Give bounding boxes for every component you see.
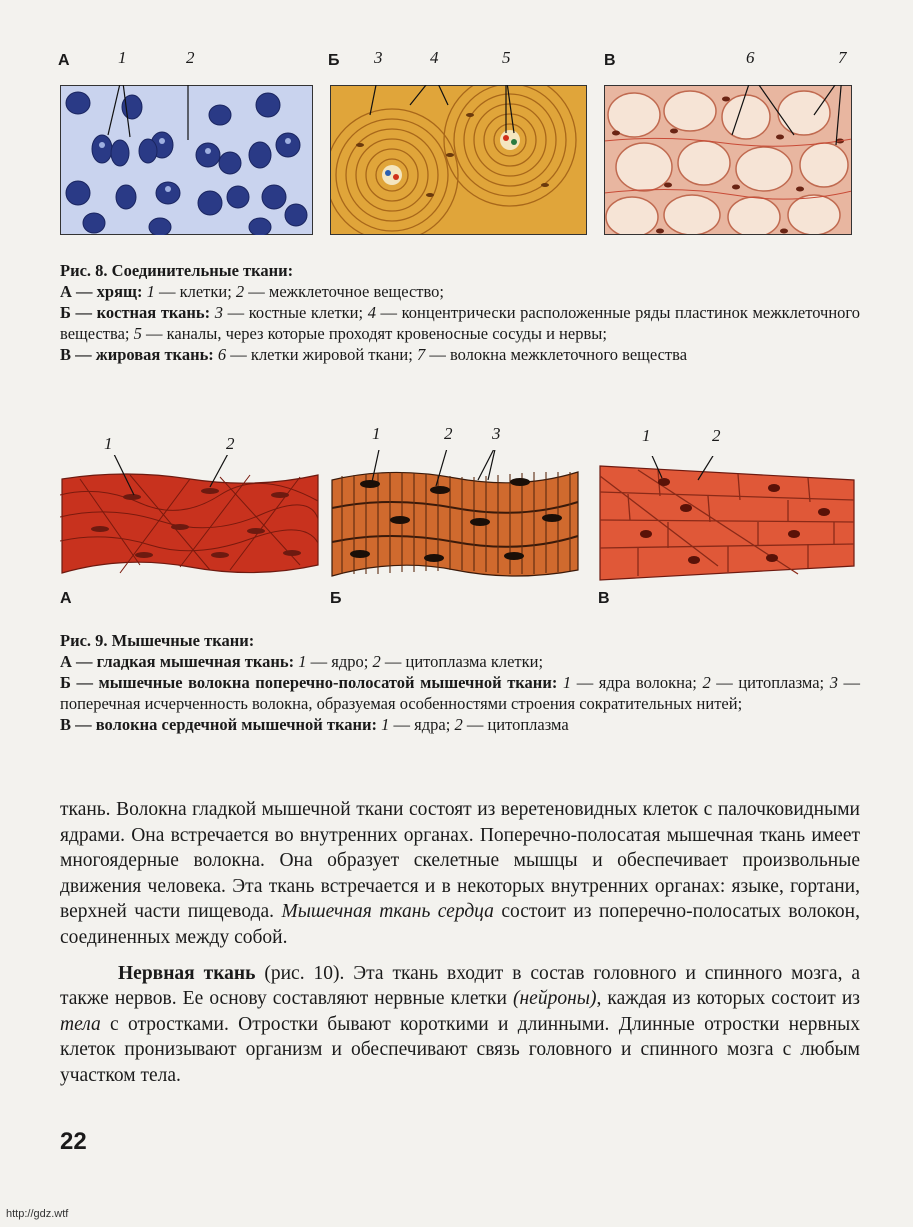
paragraph-nervous-italic-2: тела [60,1013,101,1035]
fig9-caption-b-num3: 3 [829,673,838,692]
fig8-caption-b-text1: — костные клетки; [223,303,368,322]
fig8-caption-b-num3: 3 [214,303,224,322]
fig9-caption-c-text2: — цитоплазма [462,715,569,734]
fig8-caption-c-num7: 7 [416,345,426,364]
fig9-panel-b-letter: Б [330,590,342,607]
striated-muscle-illustration [330,450,580,585]
bone-illustration [330,85,587,235]
fig8-panel-a-letter: А [58,52,70,69]
fig8-label-6: 6 [746,48,755,67]
fig9-caption-b-head: Б — мышечные волокна поперечно-полосатой мышечной ткани: [60,673,558,692]
paragraph-nervous-text-3: с отростками. Отростки бывают короткими и длинными. Длинные отростки нервных клеток пронизывают организм и обеспечивают связь головного и спинного мозга с любым участком тела. [60,1013,860,1086]
fig9-caption-a-num2: 2 [372,652,381,671]
fig8-label-3: 3 [374,48,383,67]
fig8-caption-title: Рис. 8. Соединительные ткани: [60,261,294,280]
fig9-caption-c-num1: 1 [381,715,390,734]
fig8-label-2: 2 [186,48,195,67]
fig8-label-1: 1 [118,48,127,67]
fig9-caption-c-head: В — волокна сердечной мышечной ткани: [60,715,378,734]
fig9-caption-a-head: А — гладкая мышечная ткань: [60,652,295,671]
fig8-panel-c-letter: В [604,52,616,69]
fig8-caption-a-num1: 1 [146,282,155,301]
fat-tissue-illustration [604,85,852,235]
page-number: 22 [60,1128,87,1155]
fig9a-label-1: 1 [104,434,113,453]
fig9-panel-c-letter: В [598,590,610,607]
body-text [60,797,860,1089]
paragraph-nervous-text-2: , каждая из которых состоит из [596,988,860,1010]
fig8-caption [60,260,860,365]
fig8-label-7: 7 [838,48,847,67]
fig8-label-4: 4 [430,48,439,67]
paragraph-nervous-term: Нервная ткань [118,962,256,984]
fig9b-label-2: 2 [444,424,453,443]
fig9-caption-b-num2: 2 [702,673,711,692]
fig9-caption-a-text1: — ядро; [306,652,373,671]
fig9c-label-1: 1 [642,426,651,445]
fig8-panel-b-letter: Б [328,52,340,69]
fig8-caption-c-num6: 6 [217,345,227,364]
cardiac-muscle-illustration [598,456,856,586]
fig9-caption-title: Рис. 9. Мышечные ткани: [60,631,255,650]
fig9-caption-b-text3: — поперечная исчерченность волокна, образуемая особенностями строения сократительных нитей; [60,673,861,713]
fig9b-label-3: 3 [492,424,501,443]
paragraph-nervous-text-1: (рис. 10). Эта ткань входит в состав головного и спинного мозга, а также нервов. Ее основу составляют нервные клетки [60,962,860,1010]
fig9-caption-b-text1: — ядра волокна; [571,673,703,692]
fig9-panel-a-letter: А [60,590,72,607]
fig8-caption-a-head: А — хрящ: [60,282,143,301]
paragraph-muscle [60,797,860,951]
paragraph-nervous-italic-1: (нейроны) [513,988,597,1010]
fig8-caption-a-text2: — межклеточное вещество; [244,282,445,301]
fig9-caption-b-num1: 1 [562,673,572,692]
fig8-caption-b-head: Б — костная ткань: [60,303,211,322]
fig9a-label-2: 2 [226,434,235,453]
fig8-caption-a-num2: 2 [235,282,245,301]
paragraph-muscle-text-1: ткань. Волокна гладкой мышечной ткани состоят из веретеновидных клеток с палочковидными ядрами. Она встречается во внутренних органах. Поперечно-полосатая мышечная ткань имеет многоядерные волокна. Она образует скелетные мышцы и обеспечивает произвольные движения человека. Эта ткань встречается и в некоторых внутренних органах: языке, гортани, верхней части пищевода. [60,799,860,923]
fig8-caption-b-text2: — концентрически расположенные ряды пластинок межклеточного вещества; [60,303,861,343]
fig8-caption-b-num4: 4 [367,303,376,322]
fig9-caption-c-text1: — ядра; [389,715,455,734]
fig9-caption [60,630,860,735]
cartilage-illustration [60,85,313,235]
fig9-caption-b-text2: — цитоплазма; [710,673,830,692]
fig8-caption-a-text1: — клетки; [154,282,236,301]
fig9-caption-c-num2: 2 [454,715,463,734]
fig8-caption-c-text1: — клетки жировой ткани; [226,345,417,364]
watermark-url[interactable]: http://gdz.wtf [6,1208,69,1220]
fig8-caption-c-text2: — волокна межклеточного вещества [425,345,688,364]
fig9-caption-a-num1: 1 [298,652,307,671]
paragraph-nervous [60,961,860,1089]
smooth-muscle-illustration [60,455,320,585]
fig9-caption-a-text2: — цитоплазма клетки; [380,652,544,671]
fig9b-label-1: 1 [372,424,381,443]
fig8-caption-c-head: В — жировая ткань: [60,345,214,364]
fig8-caption-b-num5: 5 [133,324,142,343]
fig9c-label-2: 2 [712,426,721,445]
fig8-label-5: 5 [502,48,511,67]
fig8-caption-b-text3: — каналы, через которые проходят кровеносные сосуды и нервы; [141,324,607,343]
paragraph-muscle-italic: Мышечная ткань сердца [281,901,494,923]
paragraph-muscle-text-2: состоит из поперечно-полосатых волокон, соединенных между собой. [60,901,860,948]
